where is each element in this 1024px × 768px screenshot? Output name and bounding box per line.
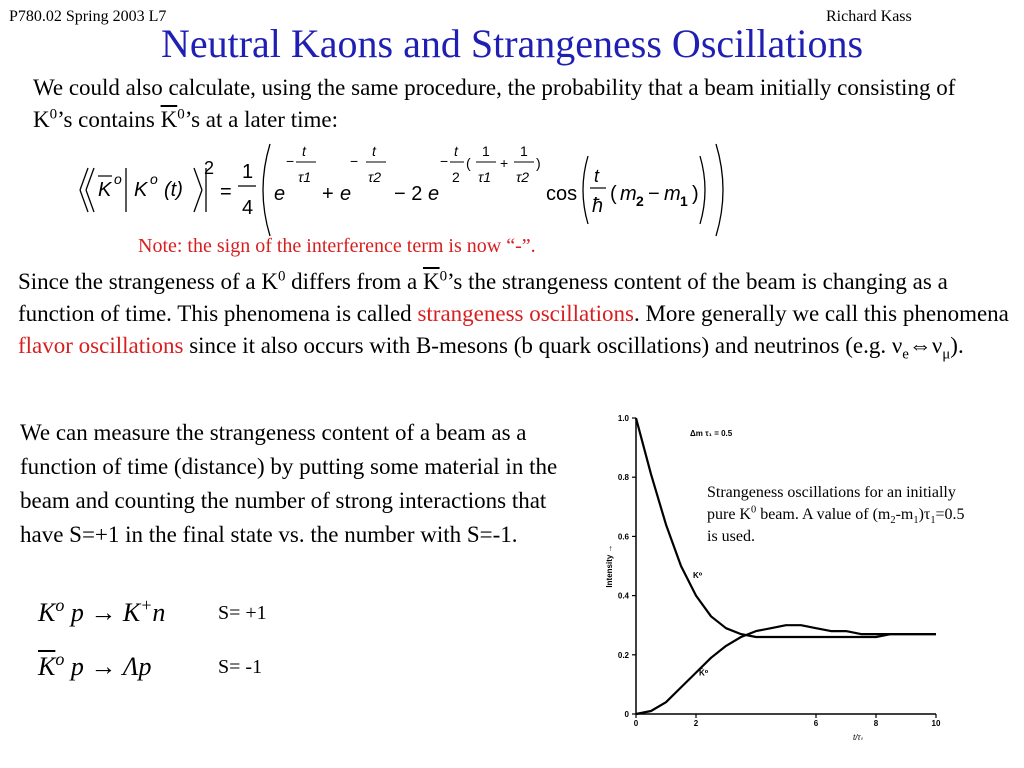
header-author: Richard Kass: [826, 8, 912, 25]
eq-m2: m: [620, 183, 637, 205]
angle-bracket: [194, 190, 202, 212]
reaction-rest: p → Λp: [70, 652, 152, 681]
eq-minus: −: [350, 153, 359, 169]
eq-two: 2: [452, 169, 460, 185]
reaction-end: n: [152, 598, 166, 627]
eq-sup-o: o: [114, 171, 122, 187]
eq-tau1: τ1: [298, 169, 312, 185]
cos-paren: [700, 156, 705, 224]
eq-paren: (: [466, 155, 471, 171]
eq-hbar: ħ: [592, 195, 604, 217]
slide-title: Neutral Kaons and Strangeness Oscillations: [160, 21, 864, 66]
eq-tau2: τ2: [368, 169, 382, 185]
x-tick-label: 10: [931, 719, 941, 728]
intro-text: We could also calculate, using the same procedure, the probability that a beam initially consisting of K: [33, 75, 956, 132]
eq-cos: cos: [546, 183, 578, 205]
main-sup: 0: [277, 268, 286, 285]
eq-k: K: [134, 179, 148, 201]
strangeness-plus: S= +1: [218, 602, 267, 624]
flavor-oscillations-term: flavor oscillations: [18, 333, 184, 358]
kbar-symbol: $\overline{K}$: [422, 269, 440, 294]
x-axis-label: t/τ₁: [853, 733, 863, 740]
intro-text: ’s contains: [57, 107, 161, 132]
chart-annotation: Δm τ₁ = 0.5: [690, 428, 733, 438]
reaction-kbar: $\overline{K}$: [38, 652, 56, 681]
strangeness-minus: S= -1: [218, 656, 263, 678]
nu-sub-mu: μ: [942, 346, 951, 363]
y-tick-label: 1.0: [617, 414, 629, 423]
main-paragraph: [18, 266, 1018, 362]
eq-t: t: [302, 143, 306, 159]
eq-plus: +: [500, 155, 509, 171]
main-text: since it also occurs with B-mesons (b quark oscillations) and neutrinos (e.g. ν: [183, 333, 903, 358]
eq-e: e: [340, 183, 352, 205]
chart-caption: [707, 482, 977, 548]
eq-e: e: [274, 183, 286, 205]
y-tick-label: 0: [624, 710, 629, 719]
eq-kbar: K: [98, 179, 112, 201]
eq-equals: =: [220, 181, 232, 203]
reaction-rest: p → K: [70, 598, 141, 627]
eq-frac-den: 4: [242, 197, 254, 219]
y-tick-label: 0.4: [617, 591, 629, 601]
eq-power: 2: [204, 158, 215, 178]
caption-text: )τ: [918, 506, 931, 523]
y-tick-label: 0.2: [617, 650, 629, 660]
curve-label-k0bar: K̄⁰: [699, 668, 709, 678]
reaction-k: K: [38, 598, 56, 627]
eq-one: 1: [520, 143, 528, 159]
main-sup: 0: [439, 268, 448, 285]
eq-minus: −: [440, 153, 449, 169]
reaction-sup: +: [140, 595, 153, 615]
angle-bracket: [194, 168, 202, 190]
caption-text: =0.5 is used.: [707, 506, 965, 545]
caption-sub: 2: [890, 515, 896, 527]
x-tick-label: 2: [693, 719, 699, 728]
caption-sup: 0: [750, 504, 757, 516]
reaction-k0bar: [38, 649, 152, 682]
caption-sub: 1: [913, 515, 919, 527]
cos-paren: [583, 156, 588, 224]
caption-text: -m: [895, 506, 914, 523]
big-paren: [716, 144, 723, 236]
reaction-k0: [38, 595, 166, 628]
header-course: P780.02 Spring 2003 L7: [9, 8, 167, 25]
double-arrow-icon: ⇔: [908, 333, 932, 358]
caption-text: Strangeness oscillations for an initially pure K: [707, 484, 956, 523]
x-tick-label: 6: [813, 719, 819, 728]
reaction-sup: o: [55, 649, 65, 669]
main-text: differs from a: [285, 269, 423, 294]
measure-paragraph: We can measure the strangeness content of a beam as a function of time (distance) by putting some material in the beam and counting the number of strong interactions that have S=+1 in the final state vs. the number with S=-1.: [20, 420, 558, 547]
eq-one: 1: [482, 143, 490, 159]
eq-paren: ): [692, 183, 699, 205]
oscillation-chart: [596, 408, 948, 740]
eq-e: e: [428, 183, 440, 205]
intro-text: ’s at a later time:: [184, 107, 338, 132]
eq-m1: m: [664, 183, 681, 205]
eq-t: t: [372, 143, 376, 159]
intro-sup: 0: [177, 106, 185, 123]
intro-paragraph: [33, 72, 993, 136]
x-tick-label: 0: [633, 719, 639, 728]
eq-t: t: [594, 166, 600, 186]
y-axis-label: Intensity →: [605, 544, 614, 588]
eq-tau1: τ1: [478, 169, 492, 185]
eq-sub2: 2: [636, 193, 644, 209]
eq-minus: −: [648, 183, 660, 205]
eq-plus: +: [322, 183, 334, 205]
nu-sub-e: e: [902, 346, 909, 363]
intro-sup: 0: [49, 106, 58, 123]
kbar-symbol: $\overline{K}$: [160, 107, 178, 132]
strangeness-oscillations-term: strangeness oscillations: [417, 301, 634, 326]
curve-label-k0: K⁰: [693, 570, 703, 580]
eq-sup-o: o: [150, 171, 158, 187]
eq-tau2: τ2: [516, 169, 530, 185]
eq-t: t: [454, 143, 458, 159]
eq-minus2e: − 2: [394, 183, 423, 205]
caption-text: beam. A value of (m: [756, 506, 891, 523]
main-text: ’s the strangeness content of the beam is changing as a function of time. This phenomena is called: [18, 269, 948, 326]
x-tick-label: 8: [873, 719, 879, 728]
caption-sub: 1: [930, 515, 936, 527]
reaction-sup: o: [55, 595, 65, 615]
main-text: Since the strangeness of a K: [18, 269, 278, 294]
probability-equation: [60, 138, 740, 238]
y-tick-label: 0.8: [617, 473, 629, 483]
big-paren: [263, 144, 270, 236]
nu-symbol: ν: [931, 333, 943, 358]
interference-note: Note: the sign of the interference term is now “-”.: [138, 235, 536, 257]
y-tick-label: 0.6: [617, 532, 629, 542]
eq-paren: ): [536, 155, 541, 171]
eq-t: (t): [164, 179, 183, 201]
eq-paren: (: [610, 183, 617, 205]
eq-sub1: 1: [680, 193, 688, 209]
eq-minus: −: [286, 153, 295, 169]
eq-frac-num: 1: [242, 161, 254, 183]
main-text: ).: [950, 333, 964, 358]
series-line-k0bar: [636, 625, 936, 714]
main-text: . More generally we call this phenomena: [633, 301, 1009, 326]
